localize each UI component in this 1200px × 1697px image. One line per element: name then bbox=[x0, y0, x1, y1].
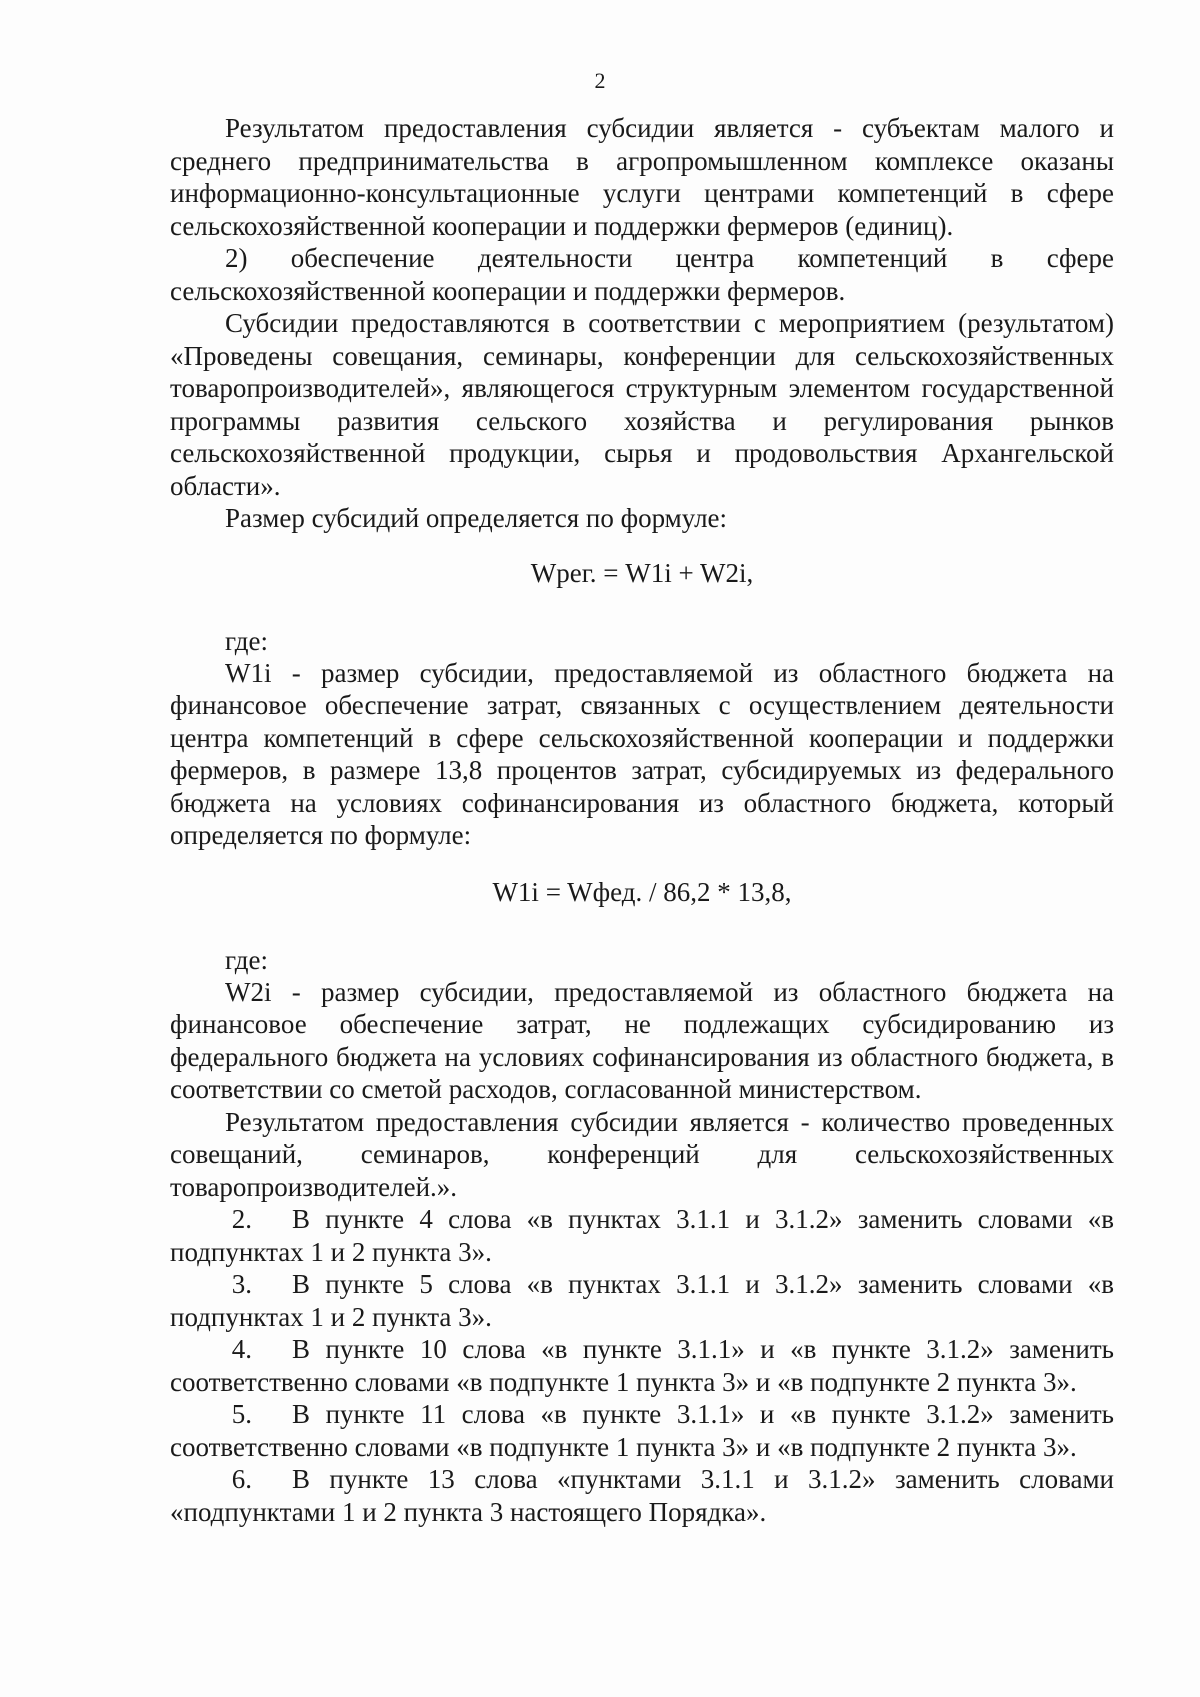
list-item-text: В пункте 5 слова «в пунктах 3.1.1 и 3.1.2» заменить словами «в подпунктах 1 и 2 пункта 3». bbox=[170, 1269, 1114, 1332]
document-body bbox=[170, 112, 1114, 1528]
list-item-text: В пункте 4 слова «в пунктах 3.1.1 и 3.1.2» заменить словами «в подпунктах 1 и 2 пункта 3». bbox=[170, 1204, 1114, 1267]
paragraph-formula-intro: Размер субсидий определяется по формуле: bbox=[225, 503, 728, 533]
formula-wreg: Wрег. = W1i + W2i, bbox=[530, 557, 754, 588]
paragraph-result-2: Результатом предоставления субсидии является - количество проведенных совещаний, семинаров, конференций для сельскохозяйственных товаропроизводителей.». bbox=[170, 1106, 1114, 1202]
paragraph-result-1: Результатом предоставления субсидии является - субъектам малого и среднего предпринимательства в агропромышленном комплексе оказаны информационно-консультационные услуги центрами компетенций в сфере сельскохозяйственной кооперации и поддержки фермеров (единиц). bbox=[170, 113, 1114, 241]
list-item-number: 5. bbox=[231, 1399, 252, 1429]
list-item bbox=[170, 1463, 1114, 1528]
list-item-number: 3. bbox=[231, 1269, 252, 1299]
list-item-text: В пункте 11 слова «в пункте 3.1.1» и «в пункте 3.1.2» заменить соответственно словами «в подпункте 1 пункта 3» и «в подпункте 2 пункта 3». bbox=[170, 1399, 1114, 1462]
where-label-2: где: bbox=[225, 944, 268, 975]
paragraph-w1i: W1i - размер субсидии, предоставляемой из областного бюджета на финансовое обеспечение затрат, связанных с осуществлением деятельности центра компетенций в сфере сельскохозяйственной кооперации и поддержки фермеров, в размере 13,8 процентов затрат, субсидируемых из федерального бюджета на условиях софинансирования из областного бюджета, который определяется по формуле: bbox=[170, 657, 1114, 850]
list-item-number: 6. bbox=[231, 1464, 252, 1494]
list-item bbox=[170, 1203, 1114, 1268]
list-item bbox=[170, 1398, 1114, 1463]
page-number: 2 bbox=[594, 68, 606, 93]
paragraph-subsidies: Субсидии предоставляются в соответствии с мероприятием (результатом) «Проведены совещания, семинары, конференции для сельскохозяйственных товаропроизводителей», являющегося структурным элементом государственной программы развития сельского хозяйства и регулирования рынков сельскохозяйственной продукции, сырья и продовольствия Архангельской области». bbox=[170, 308, 1114, 501]
where-label-1: где: bbox=[225, 625, 268, 656]
list-item-number: 4. bbox=[231, 1334, 252, 1364]
list-item bbox=[170, 1268, 1114, 1333]
list-item-number: 2. bbox=[231, 1204, 252, 1234]
paragraph-w2i: W2i - размер субсидии, предоставляемой из областного бюджета на финансовое обеспечение затрат, не подлежащих субсидированию из федерального бюджета на условиях софинансирования из областного бюджета, в соответствии со сметой расходов, согласованной министерством. bbox=[170, 976, 1114, 1104]
formula-w1i: W1i = Wфед. / 86,2 * 13,8, bbox=[492, 876, 792, 907]
list-item bbox=[170, 1333, 1114, 1398]
list-item-text: В пункте 13 слова «пунктами 3.1.1 и 3.1.2» заменить словами «подпунктами 1 и 2 пункта 3 настоящего Порядка». bbox=[170, 1464, 1114, 1527]
list-item-text: В пункте 10 слова «в пункте 3.1.1» и «в пункте 3.1.2» заменить соответственно словами «в подпункте 1 пункта 3» и «в подпункте 2 пункта 3». bbox=[170, 1334, 1114, 1397]
paragraph-item-2: 2) обеспечение деятельности центра компетенций в сфере сельскохозяйственной кооперации и поддержки фермеров. bbox=[170, 243, 1114, 306]
